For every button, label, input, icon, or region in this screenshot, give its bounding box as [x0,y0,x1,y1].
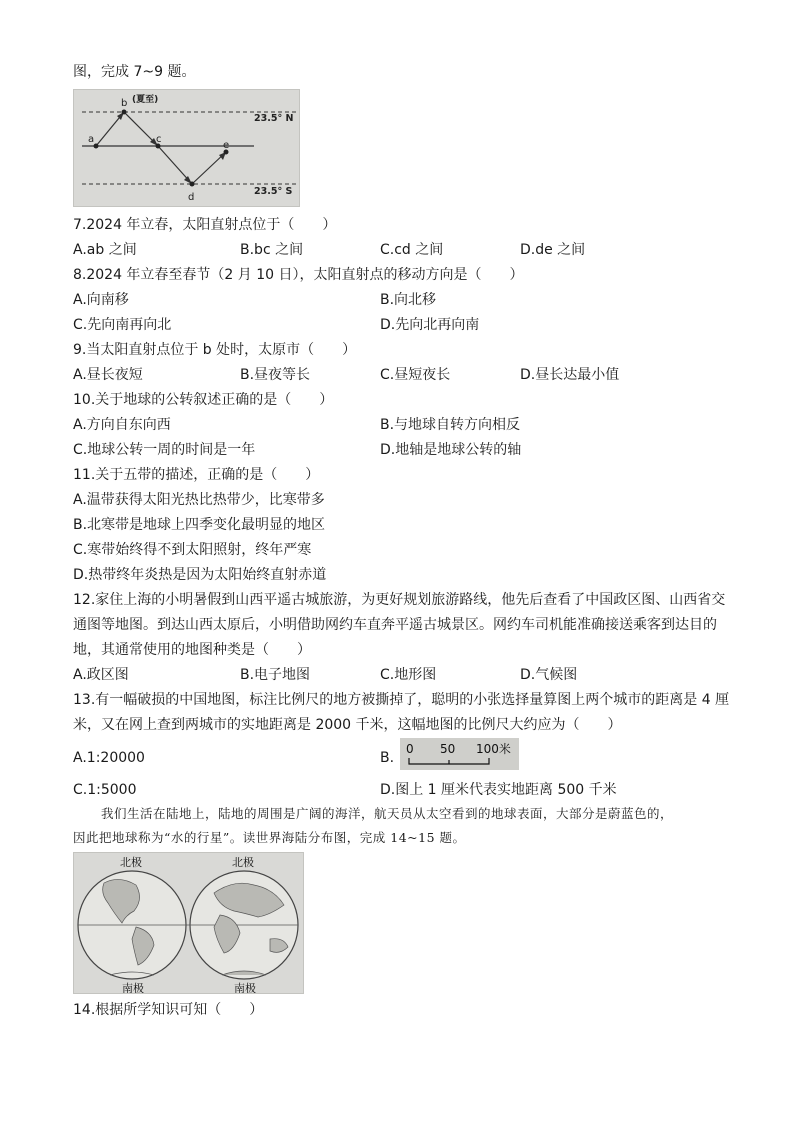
q13-stem-line1: 13.有一幅破损的中国地图，标注比例尺的地方被撕掉了，聪明的小张选择量算图上两个城市的距离是 4 厘 [73,692,730,708]
north-pole-label-east: 北极 [232,856,254,869]
intro2-line2: 因此把地球称为“水的行星”。读世界海陆分布图，完成 14~15 题。 [73,830,466,845]
q12-stem-line3: 地，其通常使用的地图种类是（ ） [73,642,311,658]
q10-stem: 10.关于地球的公转叙述正确的是（ ） [73,392,334,408]
q7-option-a[interactable]: A.ab 之间 [73,242,137,258]
label-c: c [156,134,162,145]
q8-option-c[interactable]: C.先向南再向北 [73,317,172,333]
q9-option-a[interactable]: A.昼长夜短 [73,367,143,383]
point-d [190,182,195,187]
q8-stem: 8.2024 年立春至春节（2 月 10 日），太阳直射点的移动方向是（ ） [73,267,524,283]
q8-option-d[interactable]: D.先向北再向南 [380,317,480,333]
q12-stem-line2: 通图等地图。到达山西太原后，小明借助网约车直奔平遥古城景区。网约车司机能准确接送乘客到达目的 [73,617,717,633]
q12-option-b[interactable]: B.电子地图 [240,667,311,683]
south-pole-label-west: 南极 [122,982,144,993]
scale-bar-figure [400,738,519,770]
q12-option-d[interactable]: D.气候图 [520,667,578,683]
q8-option-a[interactable]: A.向南移 [73,292,129,308]
q9-option-b[interactable]: B.昼夜等长 [240,367,311,383]
q10-option-a[interactable]: A.方向自东向西 [73,417,171,433]
world-hemispheres-map [73,852,304,994]
q11-option-d[interactable]: D.热带终年炎热是因为太阳始终直射赤道 [73,567,327,583]
q10-option-d[interactable]: D.地轴是地球公转的轴 [380,442,522,458]
q13-option-c[interactable]: C.1:5000 [73,782,137,798]
label-south: 23.5° S [254,186,293,197]
q13-option-a[interactable]: A.1:20000 [73,750,145,766]
intro-text: 图，完成 7~9 题。 [73,64,196,80]
q10-option-b[interactable]: B.与地球自转方向相反 [380,417,521,433]
q12-stem-line1: 12.家住上海的小明暑假到山西平遥古城旅游，为更好规划旅游路线，他先后查看了中国政区图、山西省交 [73,592,726,608]
north-pole-label-west: 北极 [120,856,142,869]
q11-option-a[interactable]: A.温带获得太阳光热比热带少，比寒带多 [73,492,325,508]
q12-option-c[interactable]: C.地形图 [380,667,437,683]
q14-stem: 14.根据所学知识可知（ ） [73,1002,264,1018]
q11-option-c[interactable]: C.寒带始终得不到太阳照射，终年严寒 [73,542,312,558]
q13-option-d[interactable]: D.图上 1 厘米代表实地距离 500 千米 [380,782,617,798]
label-b: b [121,98,128,109]
q12-option-a[interactable]: A.政区图 [73,667,129,683]
q11-stem: 11.关于五带的描述，正确的是（ ） [73,467,320,483]
q7-option-d[interactable]: D.de 之间 [520,242,586,258]
q13-stem-line2: 米，又在网上查到两城市的实地距离是 2000 千米，这幅地图的比例尺大约应为（ ） [73,717,622,733]
q7-option-c[interactable]: C.cd 之间 [380,242,444,258]
q9-option-d[interactable]: D.昼长达最小值 [520,367,620,383]
point-a [94,144,99,149]
label-north: 23.5° N [254,113,294,124]
scale-tick-0: 0 [406,742,414,756]
q9-option-c[interactable]: C.昼短夜长 [380,367,451,383]
q8-option-b[interactable]: B.向北移 [380,292,437,308]
intro2-line1: 我们生活在陆地上，陆地的周围是广阔的海洋，航天员从太空看到的地球表面，大部分是蔚蓝色的， [101,806,674,821]
scale-bar-svg [400,738,519,770]
q9-stem: 9.当太阳直射点位于 b 处时，太原市（ ） [73,342,357,358]
sun-path-svg [74,90,299,206]
sun-path-diagram [73,89,300,207]
scale-tick-50: 50 [440,742,456,756]
label-e: e [223,140,230,151]
point-b [122,110,127,115]
q7-option-b[interactable]: B.bc 之间 [240,242,304,258]
label-a: a [88,134,95,145]
label-summer: (夏至) [132,95,159,105]
label-d: d [188,192,195,203]
hemispheres-svg [74,853,303,993]
q7-stem: 7.2024 年立春，太阳直射点位于（ ） [73,217,337,233]
q11-option-b[interactable]: B.北寒带是地球上四季变化最明显的地区 [73,517,326,533]
south-pole-label-east: 南极 [234,982,256,993]
q10-option-c[interactable]: C.地球公转一周的时间是一年 [73,442,256,458]
q13-option-b[interactable]: B. [380,750,395,766]
scale-tick-100: 100米 [476,742,511,756]
